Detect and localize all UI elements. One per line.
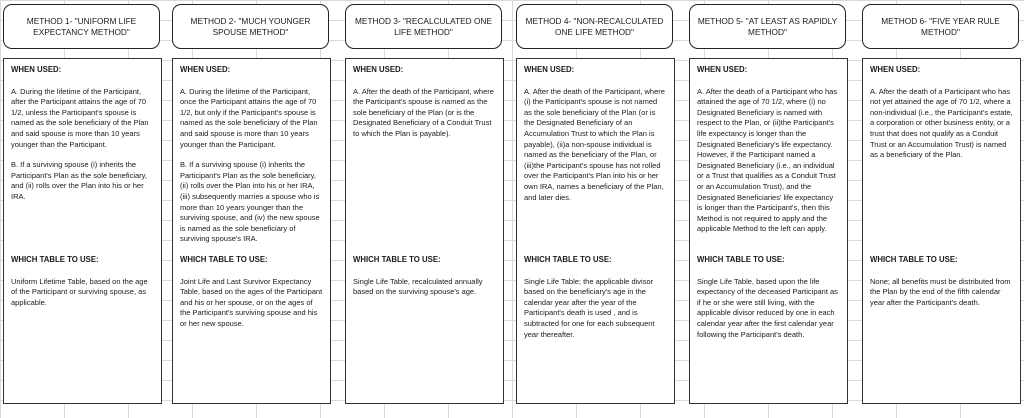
which-table-heading: WHICH TABLE TO USE: (180, 255, 268, 264)
method-2-table-text: Joint Life and Last Survivor Expectancy Table, based on the ages of the Participant and his or her spouse, or on the ages of the Participant's surviving spouse and his or her new spouse. (180, 276, 323, 328)
method-5-when-a: A. After the death of a Participant who has attained the age of 70 1/2, where (i) no Designated Beneficiary is named with respect to the Plan, or (ii)the Participant's life expectancy is longer than the Designated Beneficiary's life expectancy. However, if the Participant named a Designated Beneficiary (i.e., an individual or a Trust that qualifies as a Conduit Trust or an Accumulation Trust), and the Designated Beneficiaries' life expectancy is longer than the Participant's, then this Method is not required to apply and the applicable Method to the left can apply. (697, 86, 838, 234)
which-table-heading: WHICH TABLE TO USE: (11, 255, 99, 264)
method-1-table-text: Uniform Lifetime Table, based on the age of the Participant or surviving spouse, as applicable. (11, 276, 148, 307)
method-5-card (689, 58, 848, 404)
method-column-2 (172, 0, 331, 404)
method-1-when-b: B. If a surviving spouse (i) inherits the Participant's Plan as the sole beneficiary, and (ii) rolls over the Plan into his or her IRA. (11, 160, 147, 201)
method-1-when-a: A. During the lifetime of the Participant, after the Participant attains the age of 70 1/2, unless the Participant's spouse is named as the sole beneficiary of the Plan and said spouse is more than 10 years younger than the Participant. (11, 86, 149, 149)
which-table-heading: WHICH TABLE TO USE: (697, 255, 785, 264)
which-table-heading: WHICH TABLE TO USE: (524, 255, 612, 264)
method-2-card (172, 58, 331, 404)
method-3-when-a: A. After the death of the Participant, where the Participant's spouse is named as the sole beneficiary of the Plan (or is the Designated Beneficiary of a Conduit Trust to which the Plan is payable). (353, 86, 494, 138)
method-2-title: METHOD 2- "MUCH YOUNGER SPOUSE METHOD" (172, 4, 329, 49)
method-6-title: METHOD 6- "FIVE YEAR RULE METHOD" (862, 4, 1019, 49)
method-column-1 (3, 0, 162, 404)
when-used-heading: WHEN USED: (180, 65, 231, 74)
method-4-title: METHOD 4- "NON-RECALCULATED ONE LIFE METHOD" (516, 4, 673, 49)
when-used-heading: WHEN USED: (697, 65, 748, 74)
method-2-when-b: B. If a surviving spouse (i) inherits the Participant's Plan as the sole beneficiary, (ii) rolls over the Plan into his or her IRA, (iii) subsequently marries a spouse who is more than 10 years younger than the surviving spouse, and (iv) the new spouse is named as the sole beneficiary of surviving spouse's IRA. (180, 160, 320, 244)
method-column-4 (516, 0, 675, 404)
when-used-heading: WHEN USED: (353, 65, 404, 74)
method-4-card (516, 58, 675, 404)
method-column-5 (689, 0, 848, 404)
method-5-title: METHOD 5- "AT LEAST AS RAPIDLY METHOD" (689, 4, 846, 49)
method-1-card (3, 58, 162, 404)
method-4-table-text: Single Life Table; the applicable divisor based on the beneficiary's age in the calendar year after the year of the Participant's death is used , and is subtracted for one for each subsequent year thereafter. (524, 276, 655, 339)
method-column-6 (862, 0, 1021, 404)
method-6-card (862, 58, 1021, 404)
method-6-table-text: None; all benefits must be distributed from the Plan by the end of the fifth calendar year after the Participant's death. (870, 276, 1011, 307)
when-used-heading: WHEN USED: (870, 65, 921, 74)
method-2-when-a: A. During the lifetime of the Participant, once the Participant attains the age of 70 1/2, but only if the Participant's spouse is named as the sole beneficiary of the Plan and said spouse is more than 10 years younger than the Participant. (180, 86, 318, 149)
when-used-heading: WHEN USED: (524, 65, 575, 74)
method-3-table-text: Single Life Table, recalculated annually based on the surviving spouse's age. (353, 276, 483, 297)
method-column-3 (345, 0, 504, 404)
which-table-heading: WHICH TABLE TO USE: (870, 255, 958, 264)
method-1-title: METHOD 1- "UNIFORM LIFE EXPECTANCY METHOD" (3, 4, 160, 49)
method-5-table-text: Single Life Table, based upon the life expectancy of the deceased Participant as if he or she were still living, with the applicable divisor reduced by one in each calendar year after the first calendar year following the Participant's death. (697, 276, 838, 339)
method-3-title: METHOD 3- "RECALCULATED ONE LIFE METHOD" (345, 4, 502, 49)
method-4-when-a: A. After the death of the Participant, where (i) the Participant's spouse is not named as the sole beneficiary of the Plan (or is the Designated Beneficiary of an Accumulation Trust to which the Plan is payable), (ii)a non-spouse individual is named as the beneficiary of the Plan, or (iii)the Participant's spouse has not rolled over the Participant's Plan into his or her own IRA, names a beneficiary of the Plan, and later dies. (524, 86, 665, 202)
method-6-when-a: A. After the death of a Participant who has not yet attained the age of 70 1/2, where a non-individual (i.e., the Participant's estate, a corporation or other business entity, or a trust that does not qualify as a Conduit Trust or an Accumulation Trust) is named as a beneficiary of the Plan. (870, 86, 1013, 160)
when-used-heading: WHEN USED: (11, 65, 62, 74)
method-3-card (345, 58, 504, 404)
which-table-heading: WHICH TABLE TO USE: (353, 255, 441, 264)
